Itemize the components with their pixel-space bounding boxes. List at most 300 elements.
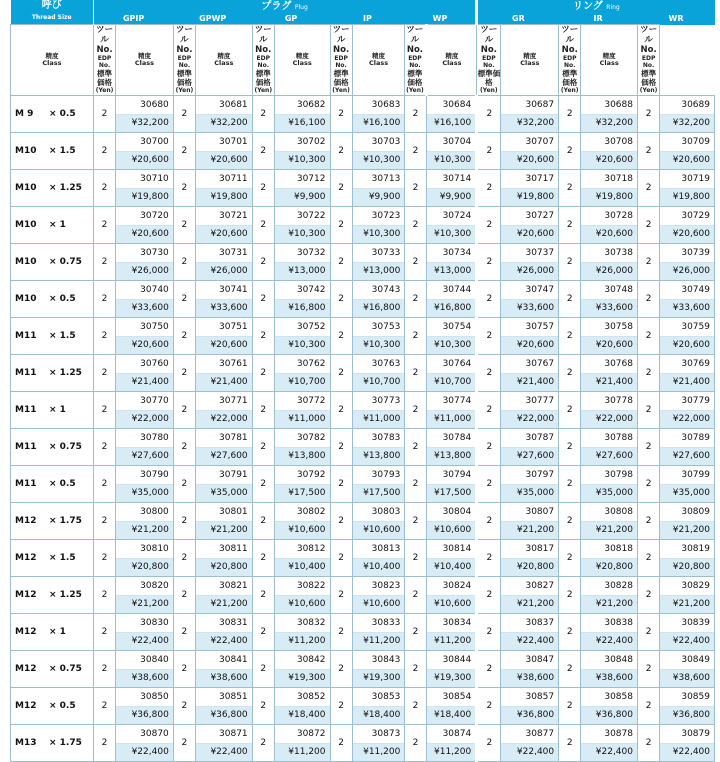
tool-no-label: ツールNo. [254, 25, 272, 55]
edp-price-cell-gpip [116, 96, 174, 133]
edp-price-cell-gr [501, 207, 559, 244]
edp-number: 30827 [501, 577, 558, 596]
class-cell: 2 [559, 725, 581, 762]
class-cell: 2 [330, 429, 352, 466]
edp-price-cell-wr [660, 577, 715, 614]
class-cell: 2 [637, 688, 659, 725]
list-price: ¥11,000 [275, 411, 330, 428]
list-price: ¥16,800 [427, 300, 476, 317]
class-cell: 2 [252, 318, 274, 355]
edp-price-cell-wp [426, 355, 477, 392]
class-cell: 2 [330, 503, 352, 540]
class-cell: 2 [477, 318, 501, 355]
edp-price-cell-gp [274, 392, 330, 429]
column-header-gr: GR [477, 13, 559, 24]
edp-number: 30773 [353, 392, 405, 411]
class-cell: 2 [93, 281, 115, 318]
edp-price-cell-ip [352, 244, 405, 281]
class-cell: 2 [405, 503, 426, 540]
edp-number: 30734 [427, 244, 476, 263]
edp-number: 30823 [353, 577, 405, 596]
edp-number: 30743 [353, 281, 405, 300]
edp-price-cell-gpwp [196, 577, 253, 614]
edp-number: 30720 [116, 207, 173, 226]
list-price: ¥32,200 [196, 115, 252, 132]
class-cell: 2 [330, 207, 352, 244]
edp-price-cell-gpwp [196, 651, 253, 688]
list-price: ¥26,000 [116, 263, 173, 280]
class-label: 精度 [217, 52, 231, 60]
edp-number: 30702 [275, 133, 330, 152]
edp-price-cell-gr [501, 429, 559, 466]
class-cell: 2 [477, 651, 501, 688]
edp-number: 30758 [581, 318, 637, 337]
edp-price-cell-wp [426, 503, 477, 540]
edp-price-cell-wr [660, 540, 715, 577]
price-label: 標準価格 [477, 69, 501, 87]
class-cell: 2 [173, 466, 195, 503]
list-price: ¥20,600 [581, 337, 637, 354]
thread-pitch: × 0.75 [49, 257, 82, 267]
edp-price-cell-gr [501, 244, 559, 281]
thread-pitch: × 1.75 [49, 516, 82, 526]
list-price: ¥18,400 [353, 707, 405, 724]
edp-price-cell-gpip [116, 355, 174, 392]
list-price: ¥10,300 [427, 337, 476, 354]
list-price: ¥36,800 [581, 707, 637, 724]
class-cell: 2 [477, 133, 501, 170]
list-price: ¥10,600 [275, 596, 330, 613]
list-price: ¥26,000 [196, 263, 252, 280]
list-price: ¥36,800 [116, 707, 173, 724]
table-row [11, 429, 715, 466]
thread-gauge-price-table-wrapper [10, 0, 715, 762]
list-price: ¥27,600 [116, 448, 173, 465]
list-price: ¥20,600 [660, 152, 714, 169]
edp-number: 30783 [353, 429, 405, 448]
list-price: ¥9,900 [353, 189, 405, 206]
class-cell: 2 [559, 281, 581, 318]
class-cell: 2 [405, 355, 426, 392]
class-cell: 2 [477, 281, 501, 318]
list-price: ¥19,300 [353, 670, 405, 687]
list-price: ¥13,800 [353, 448, 405, 465]
table-row [11, 577, 715, 614]
edp-price-cell-wp [426, 318, 477, 355]
class-cell: 2 [559, 318, 581, 355]
class-cell: 2 [173, 688, 195, 725]
thread-pitch: × 0.5 [49, 479, 76, 489]
list-price: ¥16,100 [353, 115, 405, 132]
edp-number: 30872 [275, 725, 330, 744]
edp-price-cell-gpwp [196, 725, 253, 762]
list-price: ¥33,600 [501, 300, 558, 317]
list-price: ¥32,200 [581, 115, 637, 132]
edp-number: 30704 [427, 133, 476, 152]
column-header-wp: WP [405, 13, 477, 24]
edp-price-cell-gr [501, 540, 559, 577]
class-label: 精度 [523, 52, 537, 60]
edp-price-cell-gp [274, 170, 330, 207]
thread-label: 呼び [41, 0, 62, 11]
class-cell: 2 [559, 466, 581, 503]
class-cell: 2 [252, 281, 274, 318]
thread-pitch: × 0.75 [49, 664, 82, 674]
edp-number: 30813 [353, 540, 405, 559]
list-price: ¥10,600 [353, 596, 405, 613]
edp-number: 30771 [196, 392, 252, 411]
edp-price-cell-ip [352, 540, 405, 577]
class-cell: 2 [252, 392, 274, 429]
list-price: ¥22,400 [660, 744, 714, 761]
edp-number: 30781 [196, 429, 252, 448]
list-price: ¥19,800 [581, 189, 637, 206]
edp-price-cell-ip [352, 318, 405, 355]
class-cell: 2 [477, 244, 501, 281]
edp-price-cell-gp [274, 318, 330, 355]
list-price: ¥20,600 [196, 226, 252, 243]
edp-price-cell-wr [660, 503, 715, 540]
edp-price-cell-gp [274, 207, 330, 244]
class-cell: 2 [330, 318, 352, 355]
thread-size-cell [11, 355, 94, 392]
class-cell: 2 [477, 688, 501, 725]
class-cell: 2 [559, 540, 581, 577]
class-cell: 2 [637, 466, 659, 503]
edp-price-cell-gr [501, 577, 559, 614]
edp-number: 30793 [353, 466, 405, 485]
edp-price-cell-ir [581, 244, 638, 281]
edp-price-cell-gpwp [196, 207, 253, 244]
thread-pitch: × 1.25 [49, 183, 82, 193]
column-header-gp: GP [252, 13, 330, 24]
list-price: ¥21,200 [581, 596, 637, 613]
edp-price-cell-wp [426, 96, 477, 133]
class-cell: 2 [173, 207, 195, 244]
list-price: ¥26,000 [581, 263, 637, 280]
edp-price-cell-gpwp [196, 688, 253, 725]
class-label: 精度 [602, 52, 616, 60]
edp-number: 30801 [196, 503, 252, 522]
edp-price-cell-wp [426, 614, 477, 651]
class-cell: 2 [173, 577, 195, 614]
list-price: ¥20,600 [581, 152, 637, 169]
edp-number: 30764 [427, 355, 476, 374]
thread-pitch: × 1.25 [49, 590, 82, 600]
sub-header-row [11, 25, 715, 96]
list-price: ¥32,200 [660, 115, 714, 132]
edp-number: 30852 [275, 688, 330, 707]
edp-price-cell-wp [426, 688, 477, 725]
edp-number: 30761 [196, 355, 252, 374]
list-price: ¥10,400 [427, 559, 476, 576]
edp-number: 30712 [275, 170, 330, 189]
list-price: ¥21,200 [196, 522, 252, 539]
list-price: ¥36,800 [660, 707, 714, 724]
edp-number: 30722 [275, 207, 330, 226]
list-price: ¥20,800 [116, 559, 173, 576]
class-cell: 2 [637, 392, 659, 429]
edp-number: 30782 [275, 429, 330, 448]
list-price: ¥20,800 [660, 559, 714, 576]
class-cell: 2 [559, 688, 581, 725]
edp-price-cell-gp [274, 466, 330, 503]
edp-price-cell-gpip [116, 503, 174, 540]
edp-number: 30680 [116, 96, 173, 115]
thread-pitch: × 0.5 [49, 109, 76, 119]
thread-diameter: M12 [15, 553, 37, 563]
class-cell: 2 [637, 244, 659, 281]
class-label-en: Class [599, 59, 619, 67]
edp-price-cell-gp [274, 133, 330, 170]
thread-pitch: × 1.5 [49, 553, 76, 563]
edp-label: EDP No. [97, 55, 112, 69]
list-price: ¥11,200 [353, 633, 405, 650]
thread-size-cell [11, 207, 94, 244]
class-subheader [11, 25, 94, 96]
class-cell: 2 [637, 170, 659, 207]
class-cell: 2 [405, 133, 426, 170]
class-cell: 2 [330, 170, 352, 207]
edp-price-cell-ip [352, 281, 405, 318]
table-row [11, 540, 715, 577]
list-price: ¥21,400 [660, 374, 714, 391]
edp-label: EDP No. [256, 55, 271, 69]
tool-no-label: ツールNo. [640, 25, 658, 55]
edp-number: 30749 [660, 281, 714, 300]
edp-number: 30707 [501, 133, 558, 152]
class-cell: 2 [252, 429, 274, 466]
list-price: ¥18,400 [427, 707, 476, 724]
list-price: ¥17,500 [427, 485, 476, 502]
edp-price-cell-gp [274, 244, 330, 281]
list-price: ¥20,600 [501, 152, 558, 169]
class-cell: 2 [252, 96, 274, 133]
edp-price-cell-ip [352, 96, 405, 133]
class-label: 精度 [137, 52, 151, 60]
class-cell: 2 [477, 725, 501, 762]
edp-number: 30770 [116, 392, 173, 411]
class-label: 精度 [295, 52, 309, 60]
edp-price-cell-ir [581, 429, 638, 466]
edp-number: 30711 [196, 170, 252, 189]
edp-price-cell-ir [581, 281, 638, 318]
edp-number: 30754 [427, 318, 476, 337]
edp-price-cell-gpip [116, 466, 174, 503]
class-label-en: Class [292, 59, 312, 67]
list-price: ¥35,000 [660, 485, 714, 502]
list-price: ¥32,200 [501, 115, 558, 132]
class-cell: 2 [405, 207, 426, 244]
class-cell: 2 [173, 725, 195, 762]
class-cell: 2 [637, 503, 659, 540]
edp-number: 30802 [275, 503, 330, 522]
edp-number: 30859 [660, 688, 714, 707]
edp-number: 30797 [501, 466, 558, 485]
list-price: ¥11,000 [427, 411, 476, 428]
edp-price-cell-gpip [116, 170, 174, 207]
edp-price-cell-gpwp [196, 466, 253, 503]
list-price: ¥9,900 [427, 189, 476, 206]
thread-size-cell [11, 281, 94, 318]
thread-diameter: M 9 [15, 109, 34, 119]
edp-number: 30812 [275, 540, 330, 559]
thread-size-cell [11, 577, 94, 614]
edp-price-cell-ir [581, 503, 638, 540]
list-price: ¥21,200 [196, 596, 252, 613]
edp-price-cell-wp [426, 281, 477, 318]
thread-pitch: × 1 [49, 405, 66, 415]
edp-price-cell-wp [426, 651, 477, 688]
class-cell: 2 [405, 392, 426, 429]
edp-number: 30857 [501, 688, 558, 707]
list-price: ¥10,600 [353, 522, 405, 539]
column-header-gpwp: GPWP [173, 13, 252, 24]
edp-price-cell-ip [352, 429, 405, 466]
class-cell: 2 [173, 170, 195, 207]
edp-price-cell-wr [660, 318, 715, 355]
edp-price-cell-ir [581, 577, 638, 614]
class-cell: 2 [93, 540, 115, 577]
list-price: ¥21,400 [581, 374, 637, 391]
list-price: ¥21,200 [501, 596, 558, 613]
class-cell: 2 [405, 429, 426, 466]
thread-diameter: M12 [15, 701, 37, 711]
list-price: ¥10,300 [275, 152, 330, 169]
class-cell: 2 [93, 133, 115, 170]
edp-number: 30769 [660, 355, 714, 374]
thread-diameter: M11 [15, 368, 37, 378]
class-cell: 2 [93, 725, 115, 762]
class-cell: 2 [173, 244, 195, 281]
edp-price-cell-ip [352, 688, 405, 725]
class-cell: 2 [173, 540, 195, 577]
class-cell: 2 [405, 577, 426, 614]
tool-no-label: ツールNo. [406, 25, 424, 55]
list-price: ¥22,000 [196, 411, 252, 428]
price-label: 標準価格 [97, 69, 113, 87]
class-cell: 2 [173, 392, 195, 429]
edp-price-cell-ip [352, 503, 405, 540]
class-cell: 2 [93, 318, 115, 355]
edp-number: 30844 [427, 651, 476, 670]
class-cell: 2 [637, 207, 659, 244]
list-price: ¥11,200 [275, 633, 330, 650]
class-cell: 2 [637, 281, 659, 318]
edp-price-cell-gpwp [196, 170, 253, 207]
price-label: 標準価格 [562, 69, 578, 87]
edp-price-cell-wp [426, 170, 477, 207]
thread-size-cell [11, 503, 94, 540]
thread-size-cell [11, 688, 94, 725]
class-cell: 2 [330, 614, 352, 651]
list-price: ¥38,600 [196, 670, 252, 687]
edp-label: EDP No. [482, 55, 496, 69]
thread-size-cell [11, 429, 94, 466]
list-price: ¥26,000 [660, 263, 714, 280]
edp-price-cell-ir [581, 392, 638, 429]
class-cell: 2 [405, 281, 426, 318]
edp-number: 30840 [116, 651, 173, 670]
class-cell: 2 [405, 170, 426, 207]
list-price: ¥20,600 [501, 337, 558, 354]
edp-number: 30822 [275, 577, 330, 596]
class-cell: 2 [93, 429, 115, 466]
table-row [11, 688, 715, 725]
edp-price-cell-gp [274, 577, 330, 614]
edp-number: 30848 [581, 651, 637, 670]
list-price: ¥33,600 [116, 300, 173, 317]
edp-number: 30701 [196, 133, 252, 152]
thread-size-cell [11, 614, 94, 651]
class-label-en: Class [134, 59, 155, 67]
edp-price-cell-gpwp [196, 281, 253, 318]
edp-price-cell-gr [501, 133, 559, 170]
class-cell: 2 [405, 466, 426, 503]
edp-price-cell-gr [501, 392, 559, 429]
class-label: 精度 [372, 52, 386, 60]
edp-price-cell-gr [501, 614, 559, 651]
edp-number: 30791 [196, 466, 252, 485]
edp-price-cell-wr [660, 133, 715, 170]
edp-number: 30833 [353, 614, 405, 633]
edp-price-cell-gpip [116, 318, 174, 355]
class-cell: 2 [477, 392, 501, 429]
list-price: ¥18,400 [275, 707, 330, 724]
list-price: ¥35,000 [116, 485, 173, 502]
edp-price-cell-ir [581, 96, 638, 133]
list-price: ¥26,000 [501, 263, 558, 280]
class-cell: 2 [252, 503, 274, 540]
edp-price-cell-gpip [116, 392, 174, 429]
list-price: ¥20,600 [501, 226, 558, 243]
list-price: ¥20,600 [196, 337, 252, 354]
edp-number: 30821 [196, 577, 252, 596]
list-price: ¥10,600 [275, 522, 330, 539]
edp-price-cell-gpwp [196, 96, 253, 133]
edp-label: EDP No. [408, 55, 422, 69]
edp-price-cell-ip [352, 614, 405, 651]
tool-no-label: ツールNo. [480, 25, 498, 55]
edp-price-cell-wr [660, 207, 715, 244]
edp-number: 30787 [501, 429, 558, 448]
class-cell: 2 [330, 540, 352, 577]
edp-price-cell-gpip [116, 244, 174, 281]
edp-price-cell-gp [274, 429, 330, 466]
class-cell: 2 [93, 170, 115, 207]
tool-number-subheader [637, 25, 659, 96]
class-cell: 2 [173, 318, 195, 355]
gauge-type-header-row [11, 13, 715, 24]
edp-price-cell-gp [274, 96, 330, 133]
list-price: ¥17,500 [353, 485, 405, 502]
edp-number: 30687 [501, 96, 558, 115]
edp-price-cell-gpwp [196, 503, 253, 540]
edp-number: 30688 [581, 96, 637, 115]
edp-price-cell-ir [581, 318, 638, 355]
thread-size-cell [11, 133, 94, 170]
edp-price-cell-gr [501, 503, 559, 540]
list-price: ¥20,800 [196, 559, 252, 576]
edp-number: 30878 [581, 725, 637, 744]
edp-price-cell-wp [426, 466, 477, 503]
class-cell: 2 [93, 355, 115, 392]
class-cell: 2 [93, 577, 115, 614]
edp-price-cell-gpip [116, 540, 174, 577]
list-price: ¥10,700 [427, 374, 476, 391]
thread-size-cell [11, 466, 94, 503]
tool-no-label: ツールNo. [561, 25, 579, 55]
